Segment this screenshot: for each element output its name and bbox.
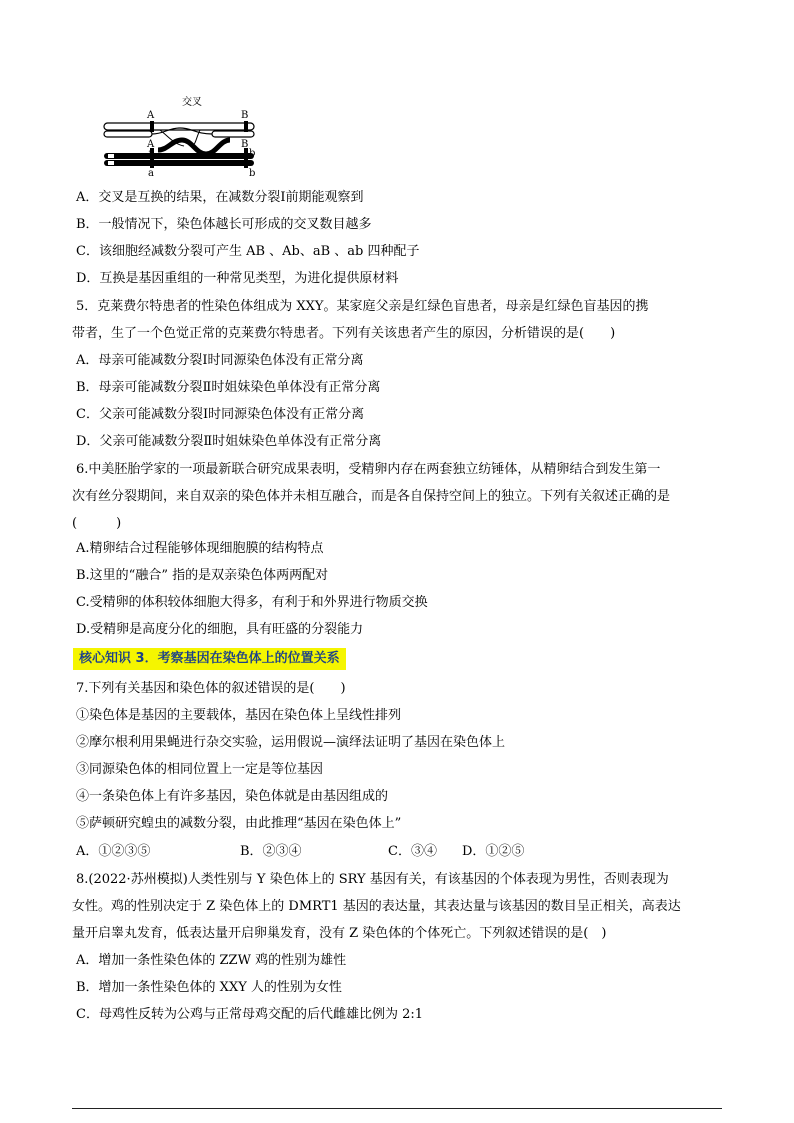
diagram-label-cross: 交叉 [182,97,202,108]
q7-stem: 7.下列有关基因和染色体的叙述错误的是( ) [76,681,346,696]
q4-option-a: A．交叉是互换的结果，在减数分裂Ⅰ前期能观察到 [76,190,364,205]
q7-statement-3: ③同源染色体的相同位置上一定是等位基因 [76,762,324,777]
q8-option-c: C．母鸡性反转为公鸡与正常母鸡交配的后代雌雄比例为 2:1 [76,1007,424,1022]
q6-option-b: B.这里的“融合” 指的是双亲染色体两两配对 [76,568,329,583]
q5-option-d: D．父亲可能减数分裂Ⅱ时姐妹染色单体没有正常分离 [76,434,382,449]
q6-stem-line-2: 次有丝分裂期间，来自双亲的染色体并未相互融合，而是各自保持空间上的独立。下列有关叙述正确的是 [72,489,671,504]
q5-stem-line-1: 5．克莱费尔特患者的性染色体组成为 XXY。某家庭父亲是红绿色盲患者，母亲是红绿色盲基因的携 [76,299,649,314]
diagram-label-a1: a [148,148,154,159]
q7-statement-2: ②摩尔根利用果蝇进行杂交实验，运用假说—演绎法证明了基因在染色体上 [76,735,506,750]
q7-option-c: C．③④ [388,844,437,859]
diagram-label-b2: b [249,168,256,179]
q6-option-c: C.受精卵的体积较体细胞大得多，有利于和外界进行物质交换 [76,595,428,610]
diagram-label-a2: a [148,168,154,179]
q8-option-b: B．增加一条性染色体的 XXY 人的性别为女性 [76,980,342,995]
q6-option-a: A.精卵结合过程能够体现细胞膜的结构特点 [76,541,324,556]
q7-option-a: A．①②③⑤ [76,844,151,859]
q8-stem-line-1: 8.(2022·苏州模拟)人类性别与 Y 染色体上的 SRY 基因有关，有该基因的个体表现为男性，否则表现为 [76,872,669,887]
q6-stem-line-3: ( ) [72,516,122,531]
q8-option-a: A．增加一条性染色体的 ZZW 鸡的性别为雄性 [76,953,347,968]
diagram-label-B-top: B [241,110,249,121]
q7-statement-1: ①染色体是基因的主要载体，基因在染色体上呈线性排列 [76,708,402,723]
diagram-label-b1: b [249,148,256,159]
q4-option-b: B．一般情况下，染色体越长可形成的交叉数目越多 [76,217,372,232]
diagram-label-A-bottom: A [147,139,155,150]
diagram-label-B-bottom: B [241,139,249,150]
q5-stem-line-2: 带者，生了一个色觉正常的克莱费尔特患者。下列有关该患者产生的原因，分析错误的是( ) [72,326,616,341]
diagram-label-A-top: A [147,110,155,121]
q8-stem-line-3: 量开启睾丸发育，低表达量开启卵巢发育，没有 Z 染色体的个体死亡。下列叙述错误的是( ) [72,926,607,941]
q4-option-c: C．该细胞经减数分裂可产生 AB 、Ab、aB 、ab 四种配子 [76,244,420,259]
q7-option-b: B．②③④ [240,844,302,859]
q6-stem-line-1: 6.中美胚胎学家的一项最新联合研究成果表明，受精卵内存在两套独立纺锤体，从精卵结合到发生第一 [76,462,661,477]
q5-option-c: C．父亲可能减数分裂Ⅰ时同源染色体没有正常分离 [76,407,365,422]
q5-option-a: A．母亲可能减数分裂Ⅰ时同源染色体没有正常分离 [76,353,364,368]
q4-option-d: D．互换是基因重组的一种常见类型，为进化提供原材料 [76,271,399,286]
q7-option-d: D．①②⑤ [462,844,525,859]
q5-option-b: B．母亲可能减数分裂Ⅱ时姐妹染色单体没有正常分离 [76,380,381,395]
q8-stem-line-2: 女性。鸡的性别决定于 Z 染色体上的 DMRT1 基因的表达量，其表达量与该基因的数目呈正相关，高表达 [72,899,681,914]
section-heading: 核心知识 3．考察基因在染色体上的位置关系 [73,648,346,670]
q7-options-row [76,842,524,862]
lower-chromosome [104,140,254,166]
page-bottom-divider [72,1108,722,1109]
q7-statement-4: ④一条染色体上有许多基因，染色体就是由基因组成的 [76,789,389,804]
q7-statement-5: ⑤萨顿研究蝗虫的减数分裂，由此推理“基因在染色体上” [76,816,402,831]
q6-option-d: D.受精卵是高度分化的细胞，具有旺盛的分裂能力 [76,622,364,637]
crossover-diagram [100,94,270,184]
